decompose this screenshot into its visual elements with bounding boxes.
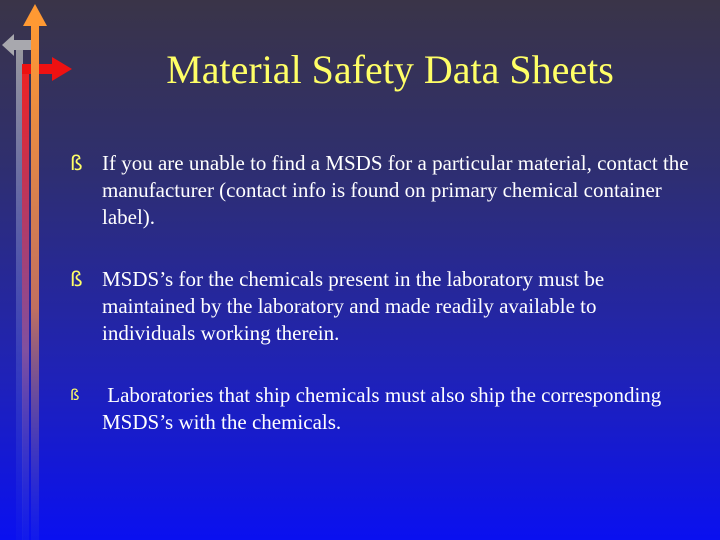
bullet-item-3 (70, 382, 690, 436)
right-arrow-icon (22, 57, 72, 81)
bullet-arrow-icon: ß (70, 151, 83, 175)
grey-vertical-bar (16, 44, 23, 540)
bullet-item-2 (70, 266, 690, 347)
bullet-arrow-icon: ß (70, 386, 80, 404)
slide-title: Material Safety Data Sheets (166, 47, 614, 92)
orange-vertical-bar (31, 24, 39, 540)
bullet-text: Laboratories that ship chemicals must also ship the corresponding MSDS’s with the chemicals. (102, 383, 667, 434)
up-arrow-icon (23, 4, 47, 26)
bullet-text: If you are unable to find a MSDS for a particular material, contact the manufacturer (contact info is found on primary chemical container label). (102, 151, 689, 229)
bullet-item-1 (70, 150, 690, 231)
bullet-text: MSDS’s for the chemicals present in the laboratory must be maintained by the laboratory and made readily available to individuals working therein. (102, 267, 605, 345)
bullet-arrow-icon: ß (70, 267, 83, 291)
red-vertical-bar (22, 68, 29, 540)
